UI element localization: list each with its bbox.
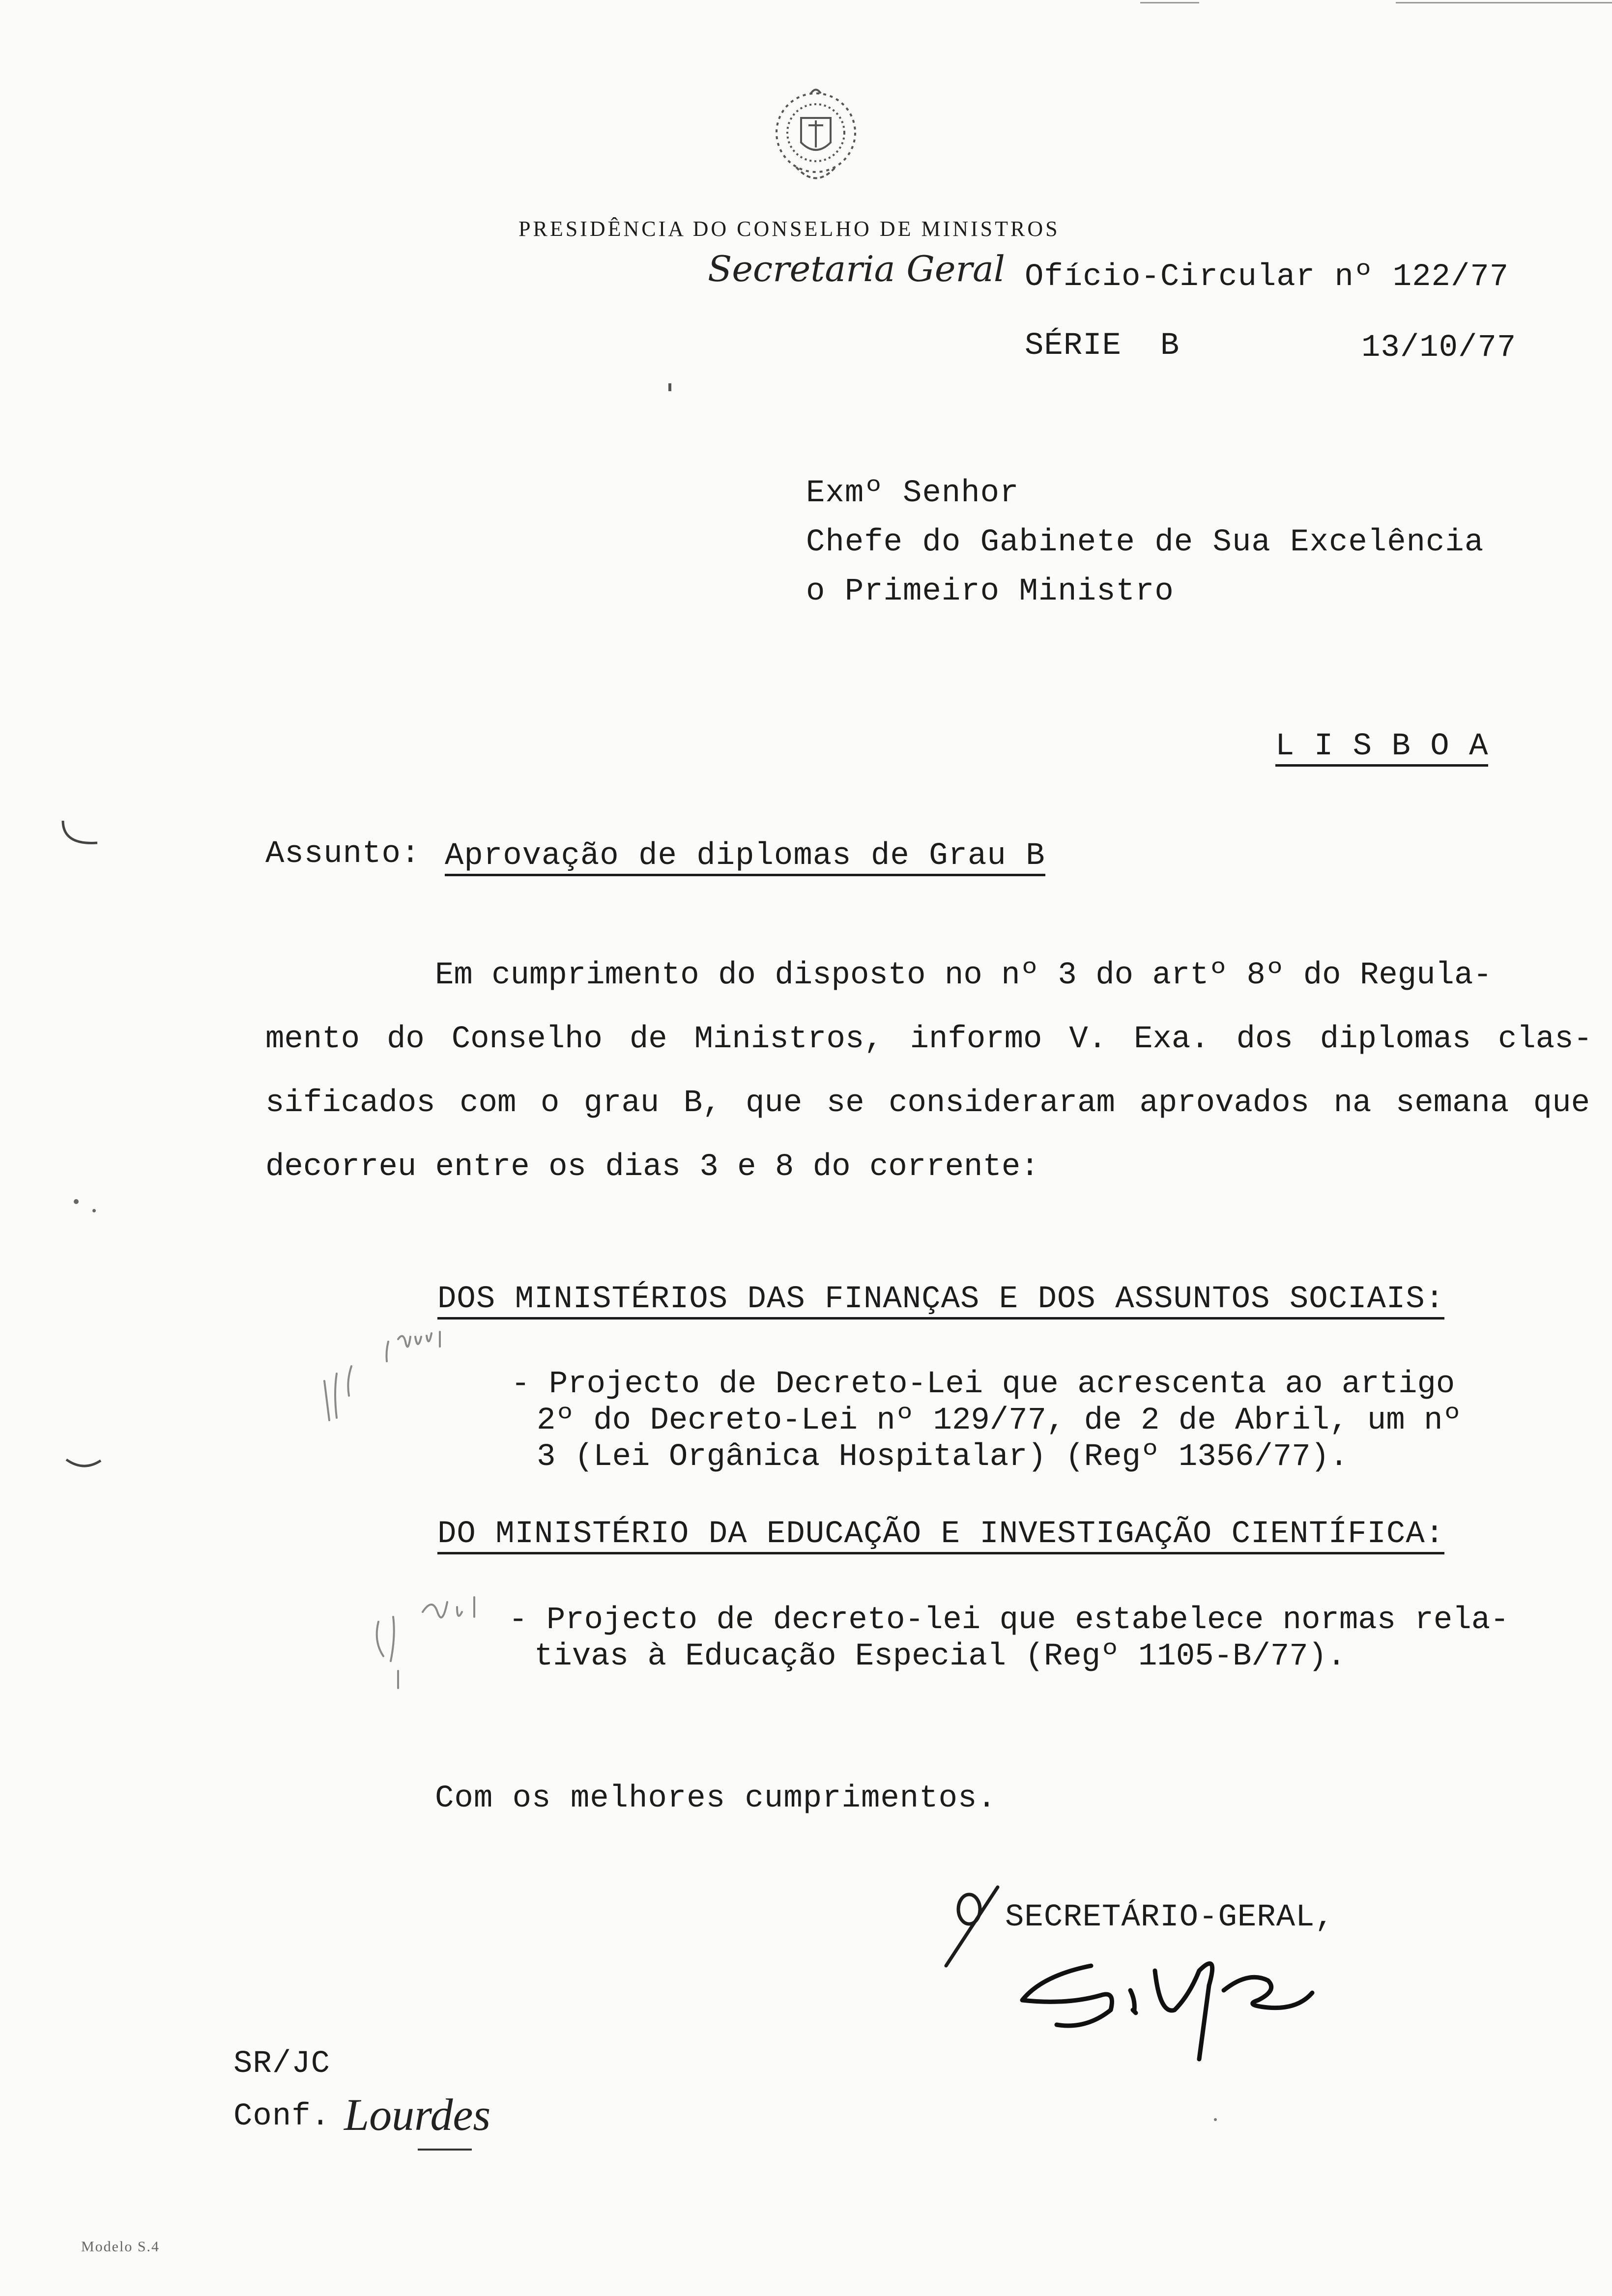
body-paragraph xyxy=(265,944,1592,1199)
body-line: sificados com o grau B, que se consideraram aprovados na semana que xyxy=(265,1086,1590,1121)
institution-name: PRESIDÊNCIA DO CONSELHO DE MINISTROS xyxy=(518,217,1060,241)
body-line: decorreu entre os dias 3 e 8 do corrente: xyxy=(265,1149,1039,1185)
body-line: mento do Conselho de Ministros, informo V. Exa. dos diplomas clas- xyxy=(265,1022,1592,1057)
circular-number: Ofício-Circular nº 122/77 xyxy=(1025,259,1509,295)
item-line: - Projecto de decreto-lei que estabelece normas rela- xyxy=(509,1603,1509,1638)
city: L I S B O A xyxy=(1275,731,1488,767)
section-item xyxy=(509,1602,1565,1675)
speck xyxy=(74,1199,79,1204)
closing: Com os melhores cumprimentos. xyxy=(435,1781,997,1816)
speck xyxy=(668,383,671,391)
subject-text: Aprovação de diplomas de Grau B xyxy=(445,840,1045,876)
margin-punch-mark xyxy=(58,816,102,855)
signatory-title: SECRETÁRIO-GERAL, xyxy=(1005,1900,1334,1935)
scan-edge-line xyxy=(1396,2,1612,3)
section-heading: DOS MINISTÉRIOS DAS FINANÇAS E DOS ASSUNTOS SOCIAIS: xyxy=(437,1284,1444,1320)
body-line: Em cumprimento do disposto no nº 3 do artº 8º do Regula- xyxy=(435,958,1492,993)
reference-initials: SR/JC xyxy=(233,2046,331,2082)
scan-edge-line xyxy=(1140,2,1199,3)
item-line: 3 (Lei Orgânica Hospitalar) (Regº 1356/77). xyxy=(537,1439,1349,1475)
section-heading: DO MINISTÉRIO DA EDUCAÇÃO E INVESTIGAÇÃO CIENTÍFICA: xyxy=(437,1519,1444,1554)
item-line: - Projecto de Decreto-Lei que acrescenta ao artigo xyxy=(511,1367,1455,1402)
conf-label: Conf. xyxy=(233,2099,331,2134)
handwritten-signature xyxy=(1012,1956,1327,2064)
conf-signature-underline xyxy=(418,2149,472,2151)
speck xyxy=(1214,2118,1217,2121)
date: 13/10/77 xyxy=(1361,330,1517,366)
addressee-title: Chefe do Gabinete de Sua Excelência xyxy=(806,525,1484,560)
speck xyxy=(92,1209,96,1212)
item-line: 2º do Decreto-Lei nº 129/77, de 2 de Abril, um nº xyxy=(537,1403,1462,1438)
per-signature-slash xyxy=(939,1882,1003,1971)
subject-label: Assunto: xyxy=(265,836,421,872)
pencil-annotation xyxy=(364,1582,511,1695)
addressee-salutation: Exmº Senhor xyxy=(806,476,1019,511)
department-signature: Secretaria Geral xyxy=(708,248,1005,289)
section-item xyxy=(511,1366,1568,1475)
series-label: SÉRIE B xyxy=(1025,328,1180,364)
item-line: tivas à Educação Especial (Regº 1105-B/77). xyxy=(534,1639,1346,1674)
form-code: Modelo S.4 xyxy=(81,2239,160,2255)
coat-of-arms-seal xyxy=(767,84,865,197)
margin-punch-mark xyxy=(64,1455,103,1474)
conf-signature: Lourdes xyxy=(344,2090,491,2140)
addressee-recipient: o Primeiro Ministro xyxy=(806,574,1174,609)
pencil-annotation xyxy=(315,1327,472,1445)
